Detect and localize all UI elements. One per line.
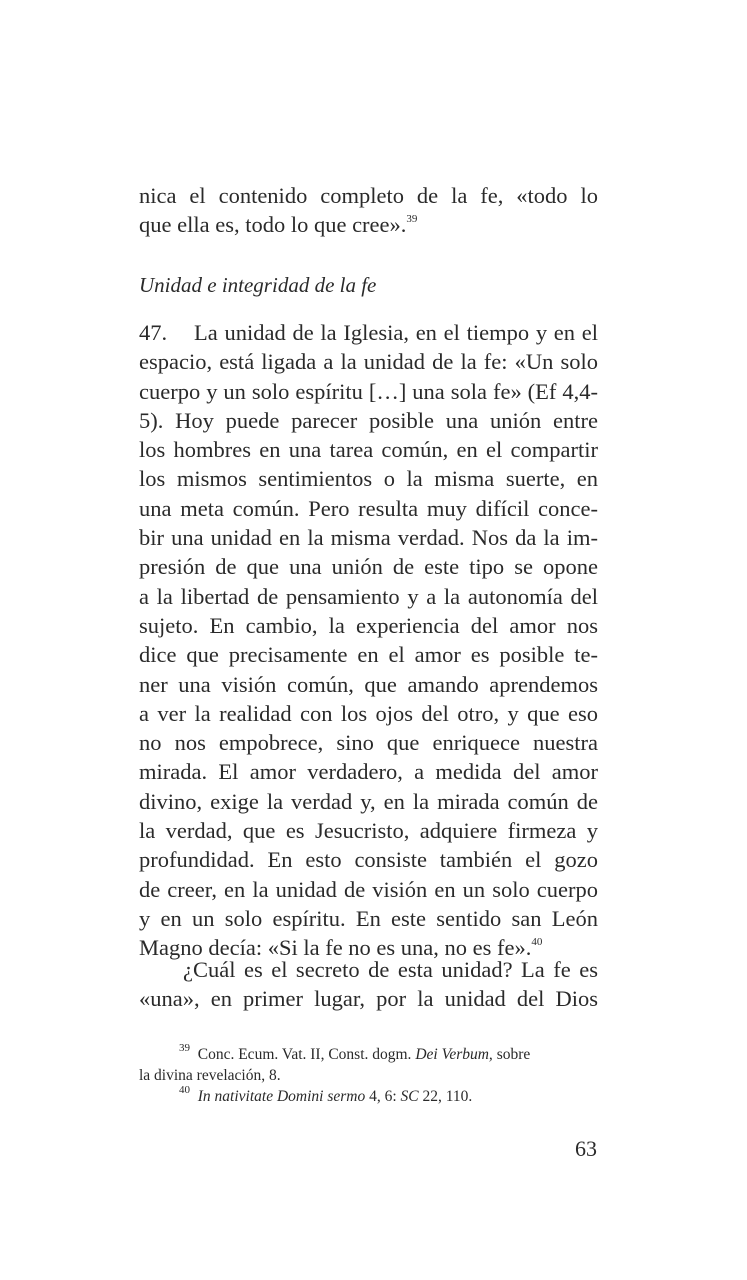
text-line: bir una unidad en la misma verdad. Nos da la im-	[139, 525, 598, 551]
text-line: «una», en primer lugar, por la unidad del Dios	[139, 986, 598, 1012]
text-line: que ella es, todo lo que cree».$^{39}$	[139, 212, 418, 238]
footnote-39-cont: la divina revelación, 8.	[139, 1067, 281, 1084]
text-line: presión de que una unión de este tipo se opone	[139, 554, 598, 580]
section-heading: Unidad e integridad de la fe	[139, 273, 377, 297]
text-line: y en un solo espíritu. En este sentido san León	[139, 905, 598, 931]
text-line: sujeto. En cambio, la experiencia del amor nos	[139, 612, 598, 638]
text-line: 5). Hoy puede parecer posible una unión entre	[139, 407, 598, 433]
text-line: profundidad. En esto consiste también el gozo	[139, 847, 598, 873]
text-line: de creer, en la unidad de visión en un solo cuerpo	[139, 876, 598, 902]
text-line: la verdad, que es Jesucristo, adquiere firmeza y	[139, 818, 598, 844]
text-line: no nos empobrece, sino que enriquece nuestra	[139, 730, 598, 756]
text-line: los mismos sentimientos o la misma suerte, en	[139, 466, 598, 492]
page-number: 63	[575, 1136, 597, 1161]
next-paragraph	[139, 955, 598, 1014]
text-line: a ver la realidad con los ojos del otro, y que eso	[139, 700, 598, 726]
text-line: ner una visión común, que amando aprendemos	[139, 671, 598, 697]
text-line: ¿Cuál es el secreto de esta unidad? La fe es	[183, 957, 598, 982]
footnote-40: $^{40}$ In nativitate Domini sermo 4, 6: SC 22, 110.	[179, 1083, 473, 1105]
paragraph-number: 47.	[139, 320, 168, 345]
footnote-ref: 39	[406, 212, 418, 225]
text-line: espacio, está ligada a la unidad de la fe: «Un solo	[139, 349, 598, 375]
footnote-39: $^{39}$ Conc. Ecum. Vat. II, Const. dogm. Dei Verbum, sobre	[179, 1041, 531, 1063]
text-line: los hombres en una tarea común, en el compartir	[139, 437, 598, 463]
footnote-ref: 40	[531, 935, 543, 948]
continuation-paragraph	[139, 181, 598, 240]
footnotes	[139, 1041, 598, 1107]
text-line: Magno decía: «Si la fe no es una, no es fe».$^{40}$	[139, 935, 543, 961]
text-line: una meta común. Pero resulta muy difícil conce-	[139, 495, 598, 521]
text-line: 47. La unidad de la Iglesia, en el tiempo y en el	[139, 320, 599, 345]
text-line: a la libertad de pensamiento y a la autonomía del	[139, 583, 598, 609]
text-line: cuerpo y un solo espíritu […] una sola fe» (Ef 4,4-	[139, 378, 598, 404]
text-line: dice que precisamente en el amor es posible te-	[139, 642, 598, 668]
text-line: divino, exige la verdad y, en la mirada común de	[139, 788, 598, 814]
text-line: nica el contenido completo de la fe, «todo lo	[139, 183, 598, 208]
paragraph-47	[139, 318, 598, 963]
text-line: mirada. El amor verdadero, a medida del amor	[139, 759, 598, 785]
